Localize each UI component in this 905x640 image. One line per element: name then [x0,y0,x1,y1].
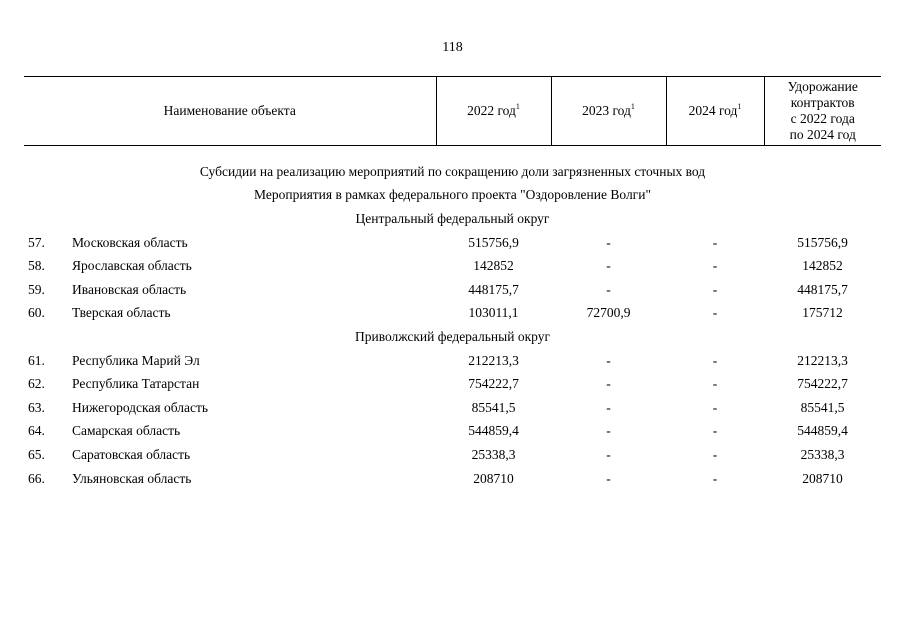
row-name: Республика Марий Эл [72,352,200,368]
table-row [24,372,881,396]
value-increase: 515756,9 [797,234,848,250]
section-heading: Приволжский федеральный округ [354,328,550,344]
value-2023: - [606,258,611,274]
value-2024: - [712,234,718,250]
table-row [24,254,881,278]
row-name: Республика Татарстан [72,376,200,392]
section-heading: Центральный федеральный округ [355,210,550,226]
value-increase: 85541,5 [800,399,845,415]
value-2024: - [712,258,718,274]
value-2022: 448175,7 [468,281,519,297]
page-number: 118 [442,40,463,55]
row-number: 60. [28,305,45,321]
table-body [24,160,881,490]
table-row [24,302,881,326]
value-2023: 72700,9 [586,305,631,321]
header-increase-line: контрактов [790,95,855,110]
section-heading-row [24,207,881,231]
value-increase: 208710 [802,470,843,486]
header-increase-line: по 2024 год [789,127,856,142]
row-number: 66. [28,470,45,486]
row-number: 63. [28,399,45,415]
value-2022: 754222,7 [468,376,519,392]
value-2024: - [712,305,718,321]
row-name: Московская область [72,234,188,250]
value-2023: - [606,399,611,415]
row-name: Самарская область [72,423,181,439]
table-row [24,467,881,491]
value-2022: 25338,3 [471,446,516,462]
header-name: Наименование объекта [24,77,436,146]
value-increase: 175712 [802,305,843,321]
value-2023: - [606,423,611,439]
section-heading-row [24,325,881,349]
value-2024: - [712,281,718,297]
section-heading: Субсидии на реализацию мероприятий по сокращению доли загрязненных сточных вод [199,163,706,179]
value-2023: - [606,281,611,297]
header-increase-line: Удорожание [787,79,858,94]
footnote-mark: 1 [737,102,742,111]
value-increase: 142852 [802,258,843,274]
value-2024: - [712,446,718,462]
row-number: 57. [28,234,45,250]
value-2023: - [606,352,611,368]
value-increase: 544859,4 [797,423,848,439]
value-2022: 103011,1 [468,305,519,321]
header-increase-line: с 2022 года [790,111,855,126]
value-2022: 515756,9 [468,234,519,250]
row-number: 58. [28,258,45,274]
value-2024: - [712,423,718,439]
table-row [24,443,881,467]
header-increase [764,77,881,146]
value-2022: 85541,5 [471,399,516,415]
footnote-mark: 1 [515,102,520,111]
row-name: Ульяновская область [72,470,192,486]
row-name: Тверская область [72,305,171,321]
value-2023: - [606,234,611,250]
section-heading-row [24,184,881,208]
table-header [24,76,881,146]
value-2024: - [712,399,718,415]
section-heading: Мероприятия в рамках федерального проекта "Оздоровление Волги" [254,187,651,203]
header-2023: 2023 год$^1$ [551,77,666,146]
value-2022: 544859,4 [468,423,519,439]
table-row [24,278,881,302]
value-increase: 754222,7 [797,376,848,392]
row-name: Ярославская область [72,258,192,274]
table-row [24,231,881,255]
value-2023: - [606,376,611,392]
footnote-mark: 1 [630,102,635,111]
row-name: Саратовская область [72,446,191,462]
table-row [24,396,881,420]
row-name: Ивановская область [72,281,187,297]
value-increase: 212213,3 [797,352,848,368]
value-2024: - [712,376,718,392]
value-increase: 25338,3 [800,446,845,462]
row-number: 64. [28,423,45,439]
row-number: 65. [28,446,45,462]
value-2023: - [606,470,611,486]
header-2022: 2022 год$^1$ [436,77,551,146]
value-2022: 142852 [473,258,514,274]
value-increase: 448175,7 [797,281,848,297]
value-2022: 212213,3 [468,352,519,368]
section-heading-row [24,160,881,184]
row-number: 59. [28,281,45,297]
value-2024: - [712,470,718,486]
table-row [24,349,881,373]
value-2024: - [712,352,718,368]
value-2022: 208710 [473,470,514,486]
table-row [24,420,881,444]
row-name: Нижегородская область [72,399,209,415]
value-2023: - [606,446,611,462]
row-number: 62. [28,376,45,392]
row-number: 61. [28,352,45,368]
header-2024: 2024 год$^1$ [666,77,764,146]
